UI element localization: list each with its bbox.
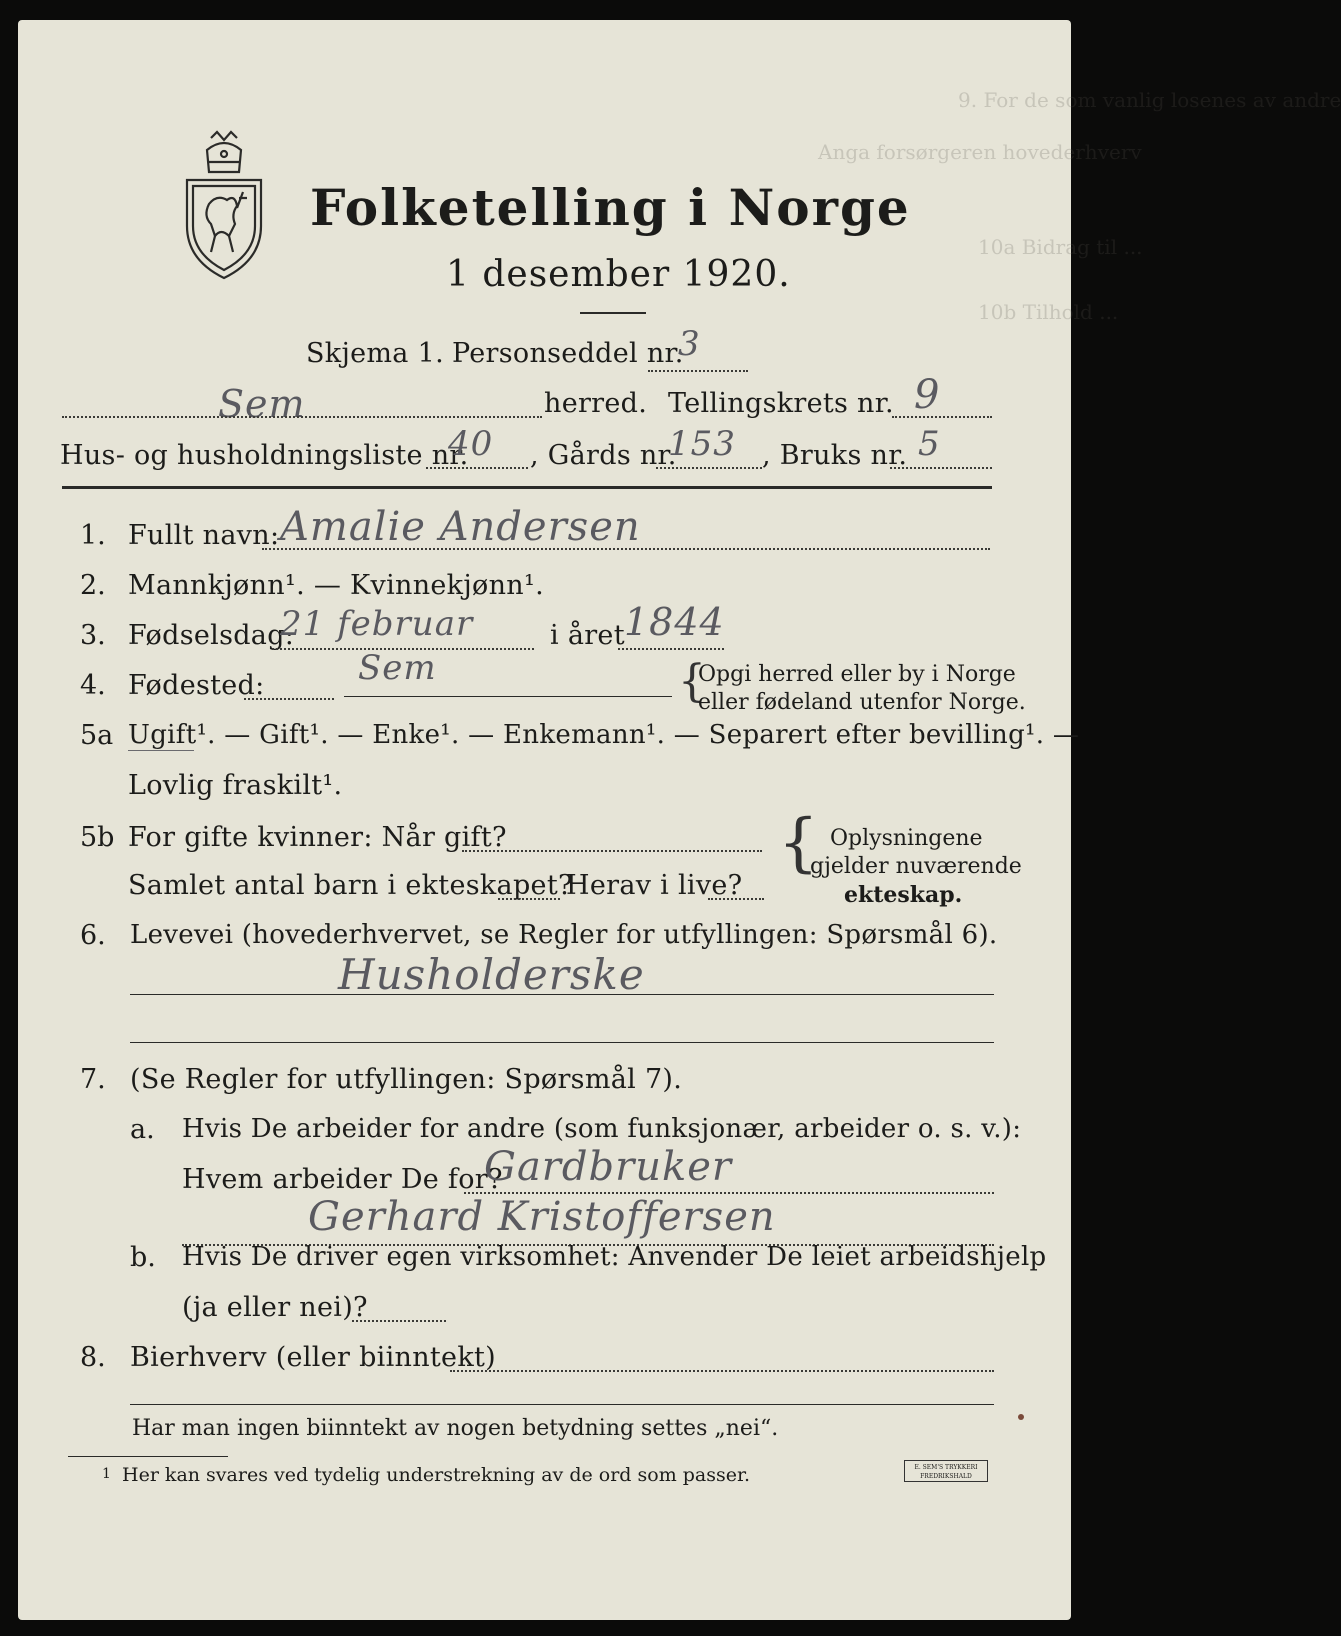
q7b-letter: b. xyxy=(130,1242,156,1273)
q7a-label-2: Hvem arbeider De for? xyxy=(182,1164,503,1195)
herred-value[interactable]: Sem xyxy=(218,382,306,426)
tellingskrets-line xyxy=(892,416,992,418)
q1-number: 1. xyxy=(80,520,106,551)
bleed-through-text: 10b Tilhold ... xyxy=(978,300,1119,324)
page-title: Folketelling i Norge xyxy=(310,178,911,237)
personseddel-line xyxy=(648,370,748,372)
employer-type-value[interactable]: Gardbruker xyxy=(484,1144,733,1190)
census-form xyxy=(18,20,1341,1620)
employer-name-value[interactable]: Gerhard Kristoffersen xyxy=(308,1194,776,1240)
q5b-line-3 xyxy=(708,898,764,900)
hus-line xyxy=(426,467,528,469)
bleed-through-text: 9. For de som vanlig losenes av andre xyxy=(958,88,1341,112)
q5b-note-brace: { xyxy=(778,806,819,880)
gards-value[interactable]: 153 xyxy=(668,424,736,464)
printer-city: FREDRIKSHALD xyxy=(920,1473,972,1480)
q3-label: Fødselsdag: xyxy=(128,620,295,651)
ink-spot xyxy=(1018,1414,1024,1420)
q7b-label-1: Hvis De driver egen virksomhet: Anvender De leiet arbeidshjelp xyxy=(182,1242,1047,1272)
q5b-note-line-3: ekteskap. xyxy=(844,882,963,908)
q7a-letter: a. xyxy=(130,1114,155,1145)
q7-number: 7. xyxy=(80,1064,106,1095)
q4-line-2 xyxy=(344,696,672,697)
q5b-label-1: For gifte kvinner: Når gift? xyxy=(128,822,507,853)
q8-note: Har man ingen biinntekt av nogen betydning settes „nei“. xyxy=(132,1416,779,1441)
herred-line xyxy=(62,416,542,418)
q6-label: Levevei (hovederhvervet, se Regler for utfyllingen: Spørsmål 6). xyxy=(130,920,998,950)
q8-label: Bierhverv (eller biinntekt) xyxy=(130,1342,496,1373)
bleed-through-text: 10a Bidrag til ... xyxy=(978,235,1143,259)
gards-label: , Gårds nr. xyxy=(530,440,677,471)
q8-separator xyxy=(130,1404,994,1405)
q2-label: Mannkjønn¹. — Kvinnekjønn¹. xyxy=(128,570,544,601)
gards-line xyxy=(656,467,762,469)
q6-number: 6. xyxy=(80,920,106,951)
year-label: i året xyxy=(550,620,625,651)
year-line xyxy=(618,648,724,650)
q6-line-1 xyxy=(130,994,994,995)
footnote-mark: 1 xyxy=(102,1466,111,1482)
bleed-through-text: Anga forsørgeren hovederhverv xyxy=(818,140,1142,164)
occupation-value[interactable]: Husholderske xyxy=(338,950,645,999)
q5b-line-1 xyxy=(462,850,762,852)
tellingskrets-label: Tellingskrets nr. xyxy=(668,388,894,419)
q4-label: Fødested: xyxy=(128,670,265,701)
q5b-label-2: Samlet antal barn i ekteskapet? xyxy=(128,870,573,901)
q5b-number: 5b xyxy=(80,822,115,853)
birthplace-value[interactable]: Sem xyxy=(358,648,437,688)
birthday-value[interactable]: 21 februar xyxy=(280,604,474,644)
q7b-label-2: (ja eller nei)? xyxy=(182,1292,368,1323)
title-divider xyxy=(580,312,646,314)
q2-number: 2. xyxy=(80,570,106,601)
q4-line-1 xyxy=(244,698,334,700)
footnote-text: Her kan svares ved tydelig understrekning av de ord som passer. xyxy=(122,1464,751,1486)
q4-number: 4. xyxy=(80,670,106,701)
q7b-line xyxy=(352,1320,446,1322)
printer-stamp xyxy=(904,1460,988,1482)
norwegian-coat-of-arms-icon xyxy=(181,128,267,280)
q5b-note-line-1: Oplysningene xyxy=(830,826,983,851)
bruks-line xyxy=(890,467,992,469)
bruks-label: , Bruks nr. xyxy=(762,440,908,471)
hus-label: Hus- og husholdningsliste nr. xyxy=(60,440,469,471)
full-name-value[interactable]: Amalie Andersen xyxy=(280,504,641,550)
q4-note-brace: { xyxy=(678,656,706,707)
birth-year-value[interactable]: 1844 xyxy=(624,600,725,644)
hus-value[interactable]: 40 xyxy=(448,424,494,464)
q5b-line-2 xyxy=(498,898,560,900)
header-separator xyxy=(62,486,992,489)
q6-line-2 xyxy=(130,1042,994,1043)
census-date: 1 desember 1920. xyxy=(446,254,791,295)
q5a-label-2: Lovlig fraskilt¹. xyxy=(128,770,343,801)
tellingskrets-value[interactable]: 9 xyxy=(914,372,941,418)
q5b-note-line-2: gjelder nuværende xyxy=(810,854,1022,879)
q4-note-line-2: eller fødeland utenfor Norge. xyxy=(698,690,1026,715)
personseddel-label: Personseddel nr. xyxy=(452,338,684,369)
q7-label: (Se Regler for utfyllingen: Spørsmål 7). xyxy=(130,1064,683,1095)
q8-line xyxy=(450,1370,994,1372)
ugift-underline xyxy=(128,750,194,751)
q8-number: 8. xyxy=(80,1342,106,1373)
bruks-value[interactable]: 5 xyxy=(918,424,941,464)
q5a-number: 5a xyxy=(80,720,114,751)
footnote-divider xyxy=(68,1456,228,1457)
printer-name: E. SEM'S TRYKKERI xyxy=(914,1464,978,1471)
q3-number: 3. xyxy=(80,620,106,651)
q7a-label-1: Hvis De arbeider for andre (som funksjonær, arbeider o. s. v.): xyxy=(182,1114,1022,1144)
personseddel-value[interactable]: 3 xyxy=(678,324,701,364)
q1-label: Fullt navn: xyxy=(128,520,280,551)
q5a-label: Ugift¹. — Gift¹. — Enke¹. — Enkemann¹. — Separert efter bevilling¹. — xyxy=(128,720,1080,750)
q4-note-line-1: Opgi herred eller by i Norge xyxy=(698,662,1016,687)
skjema-label: Skjema 1. xyxy=(306,338,444,369)
q5b-label-3: Herav i live? xyxy=(566,870,743,901)
herred-label: herred. xyxy=(544,388,648,419)
